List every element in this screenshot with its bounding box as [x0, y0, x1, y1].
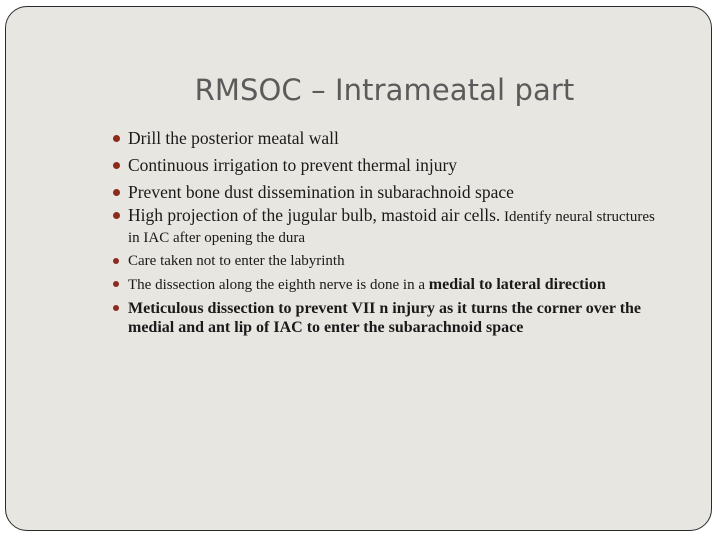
- bullet-dot-icon: [113, 258, 119, 264]
- bullet-list: [128, 128, 668, 337]
- bullet-item: [128, 275, 668, 295]
- bullet-dot-icon: [113, 162, 120, 169]
- bullet-text: Meticulous dissection to prevent VII n injury as it turns the corner over the medial and ant lip of IAC to enter the subarachnoid space: [128, 300, 642, 336]
- bullet-dot-icon: [113, 189, 120, 196]
- bullet-dot-icon: [113, 135, 120, 142]
- bullet-item: [128, 252, 668, 270]
- bullet-text: Prevent bone dust dissemination in subarachnoid space: [128, 182, 514, 202]
- bullet-text: Drill the posterior meatal wall: [128, 128, 339, 148]
- bullet-text: Continuous irrigation to prevent thermal injury: [128, 155, 458, 175]
- bullet-dot-icon: [113, 281, 119, 287]
- bullet-text-bold: medial to lateral direction: [428, 276, 606, 293]
- bullet-dot-icon: [113, 212, 120, 219]
- bullet-dot-icon: [113, 305, 119, 311]
- bullet-item: [128, 128, 668, 149]
- bullet-text: Care taken not to enter the labyrinth: [128, 253, 345, 269]
- bullet-text: High projection of the jugular bulb, mastoid air cells.: [128, 205, 501, 225]
- bullet-item: [128, 155, 668, 176]
- bullet-text-small: Identify neural structures in IAC after opening the dura: [128, 209, 655, 246]
- bullet-item: [128, 206, 668, 248]
- slide-title: RMSOC – Intrameatal part: [194, 73, 575, 107]
- slide: [5, 6, 712, 531]
- bullet-item: [128, 299, 668, 337]
- bullet-text: The dissection along the eighth nerve is done in a: [128, 277, 429, 293]
- bullet-item: [128, 182, 668, 203]
